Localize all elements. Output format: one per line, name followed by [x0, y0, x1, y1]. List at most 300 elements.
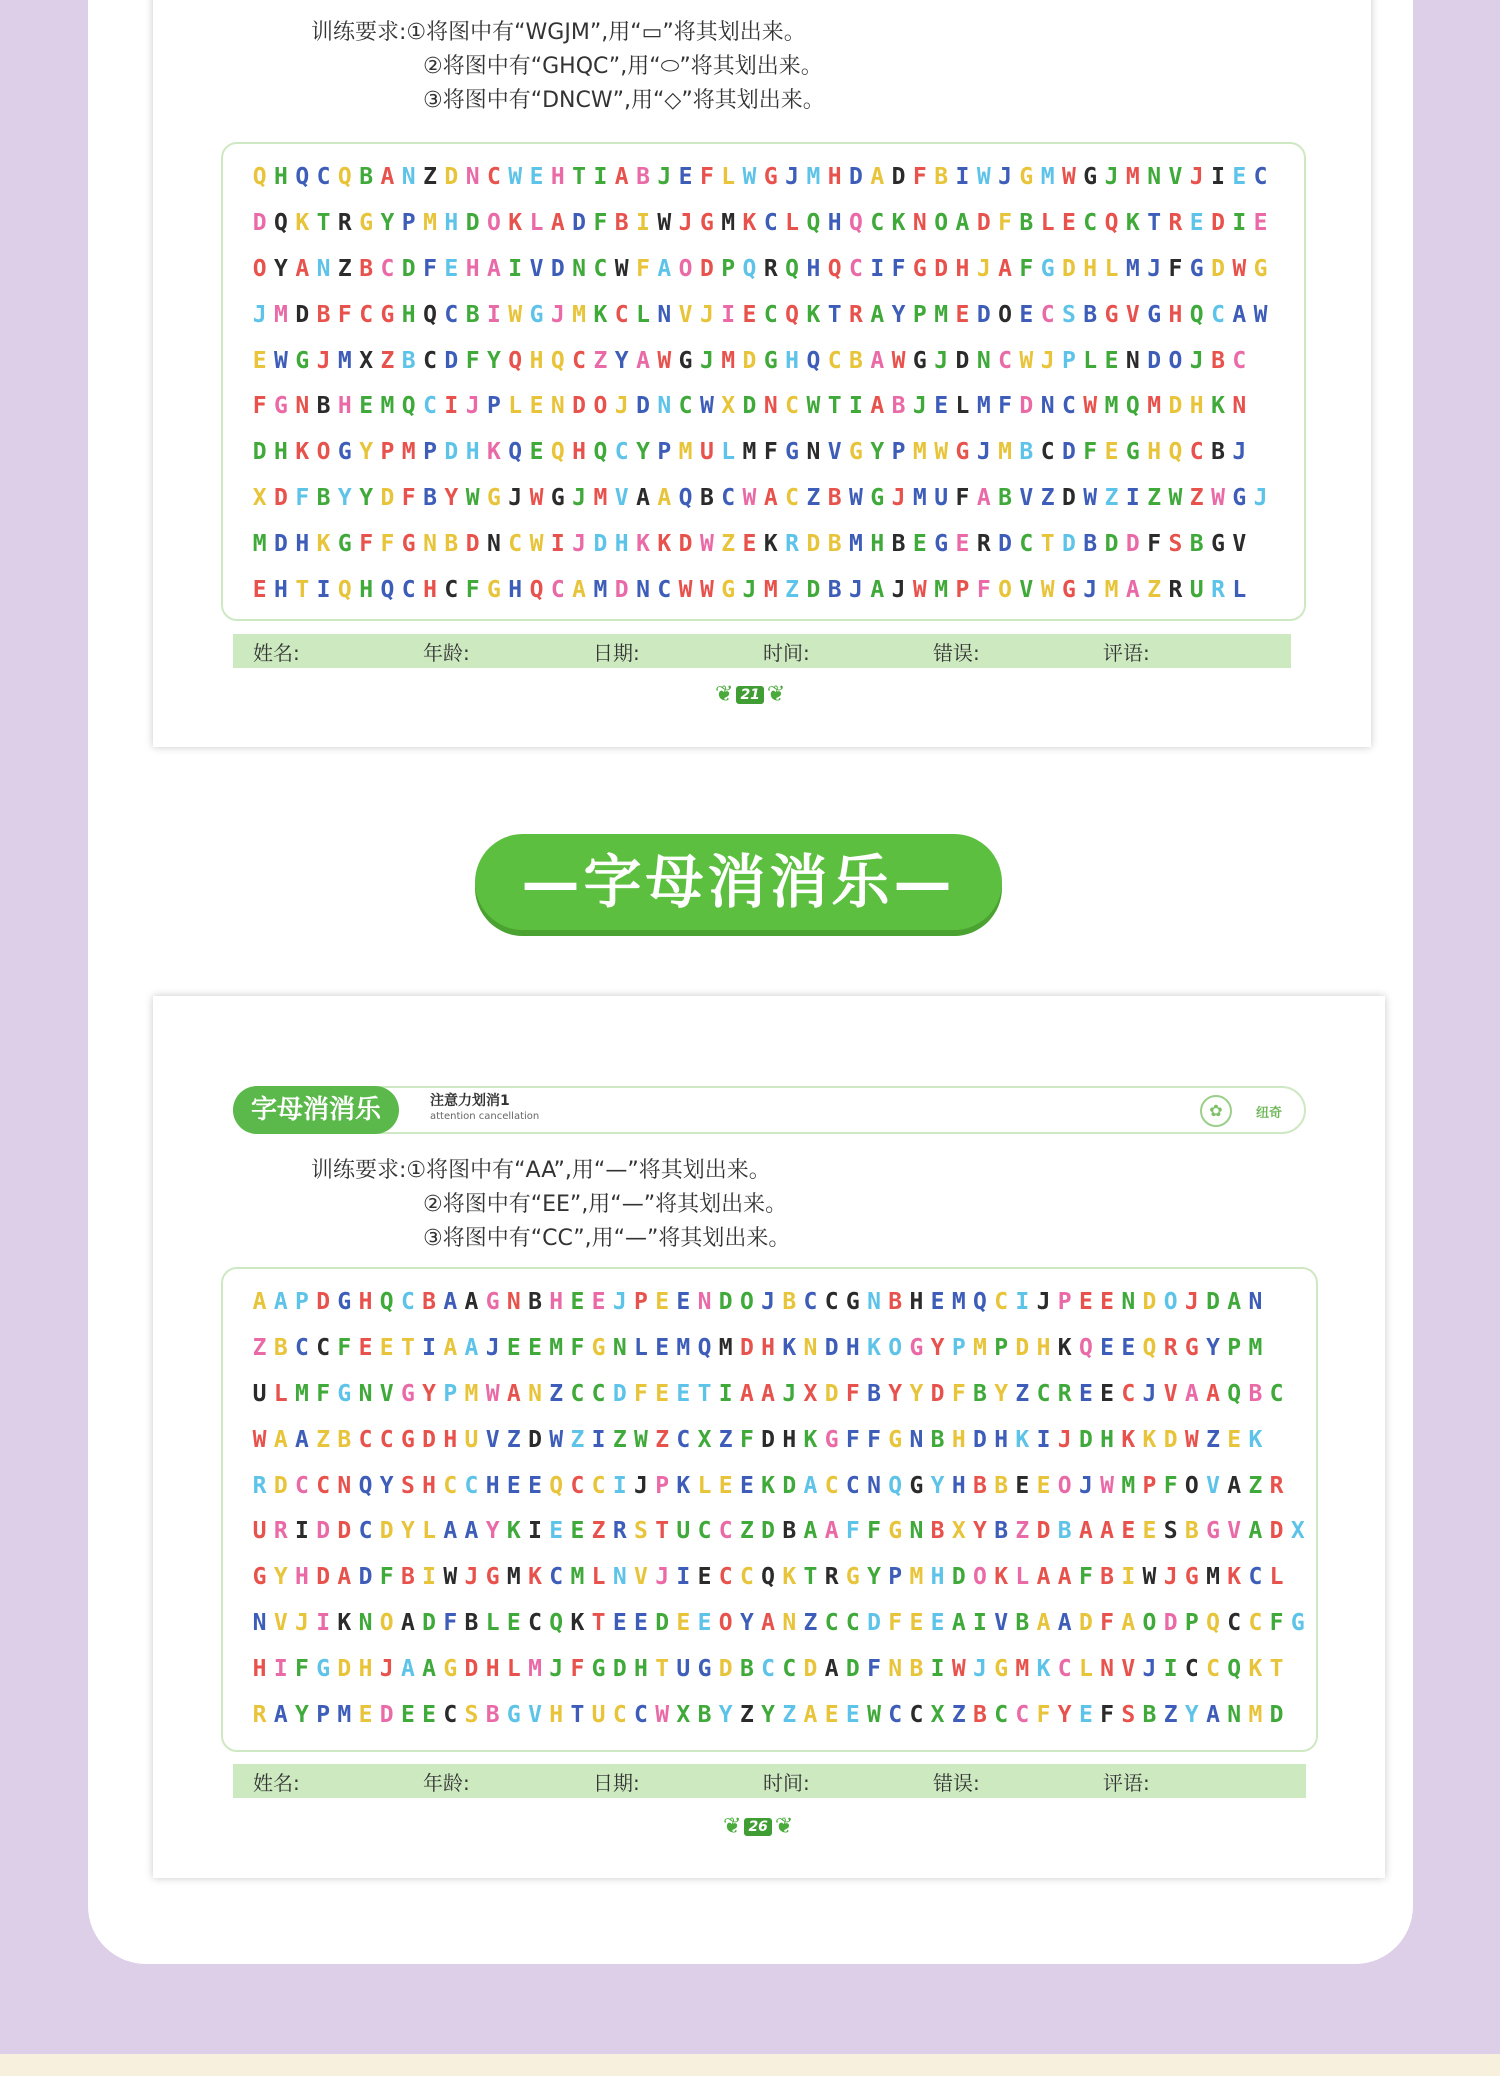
grid-letter: C	[909, 1701, 924, 1728]
grid-letter: H	[337, 393, 352, 420]
grid-letter: H	[508, 576, 523, 603]
grid-letter: D	[1168, 393, 1183, 420]
grid-letter: P	[1057, 1288, 1072, 1315]
grid-letter: I	[1232, 209, 1247, 236]
grid-letter: B	[909, 1656, 924, 1683]
grid-letter: I	[273, 1656, 288, 1683]
grid-letter: B	[359, 163, 374, 190]
grid-letter: C	[443, 1701, 458, 1728]
grid-letter: A	[739, 1380, 754, 1407]
grid-letter: Z	[1147, 485, 1162, 512]
grid-letter: I	[636, 209, 650, 236]
grid-letter: V	[1019, 485, 1034, 512]
grid-letter: F	[998, 393, 1012, 420]
grid-letter: U	[699, 439, 714, 466]
grid-letter: Q	[295, 163, 310, 190]
grid-letter: M	[951, 1288, 966, 1315]
grid-letter: O	[739, 1288, 754, 1315]
grid-letter: N	[1121, 1288, 1136, 1315]
grid-letter: E	[570, 1288, 585, 1315]
grid-letter: E	[912, 531, 927, 558]
grid-letter: D	[380, 485, 395, 512]
grid-letter: J	[572, 485, 587, 512]
grid-letter: J	[1189, 347, 1204, 374]
grid-letter: A	[763, 485, 778, 512]
header-subtitle	[430, 1094, 539, 1124]
grid-letter: X	[803, 1380, 818, 1407]
requirement-line-3: ③将图中有“CC”,用“—”将其划出来。	[423, 1226, 791, 1251]
section-title: —字母消消乐—	[475, 834, 1002, 930]
grid-letter: N	[867, 1288, 881, 1315]
grid-letter: B	[934, 163, 949, 190]
grid-letter: Q	[1168, 439, 1183, 466]
grid-letter: G	[591, 1656, 606, 1683]
grid-letter: C	[614, 301, 629, 328]
grid-letter: R	[1211, 576, 1225, 603]
grid-letter: C	[1036, 1380, 1051, 1407]
grid-letter: J	[849, 576, 863, 603]
grid-letter: V	[994, 1610, 1009, 1637]
grid-letter: Y	[379, 1472, 394, 1499]
grid-letter: C	[718, 1564, 733, 1591]
grid-letter: E	[824, 1701, 839, 1728]
grid-letter: D	[976, 301, 991, 328]
footer-date-label: 日期:	[593, 1770, 640, 1795]
grid-letter: A	[998, 255, 1012, 282]
grid-letter: B	[464, 1610, 479, 1637]
grid-letter: G	[1184, 1334, 1199, 1361]
grid-letter: Q	[1206, 1610, 1220, 1637]
grid-letter: K	[803, 1426, 818, 1453]
grid-letter: J	[464, 1564, 479, 1591]
grid-letter: W	[1100, 1472, 1115, 1499]
grid-letter: P	[951, 1334, 966, 1361]
footer-name-label: 姓名:	[253, 1770, 300, 1795]
grid-letter: F	[699, 163, 714, 190]
grid-letter: J	[976, 255, 991, 282]
grid-letter: O	[1142, 1610, 1157, 1637]
grid-letter: N	[316, 255, 331, 282]
grid-letter: J	[1147, 255, 1162, 282]
grid-letter: B	[614, 209, 629, 236]
grid-letter: P	[912, 301, 927, 328]
grid-letter: Y	[273, 1564, 288, 1591]
grid-letter: H	[423, 576, 437, 603]
grid-letter: Y	[486, 347, 501, 374]
grid-letter: B	[827, 485, 842, 512]
grid-letter: E	[678, 163, 693, 190]
grid-letter: Y	[295, 1701, 309, 1728]
grid-letter: J	[1057, 1426, 1072, 1453]
grid-letter: I	[1211, 163, 1225, 190]
grid-letter: R	[1269, 1472, 1284, 1499]
grid-letter: Y	[739, 1610, 754, 1637]
grid-letter: J	[1036, 1288, 1051, 1315]
grid-letter: C	[1189, 439, 1204, 466]
grid-letter: D	[465, 209, 480, 236]
footer-age-label: 年龄:	[423, 1770, 470, 1795]
grid-letter: E	[570, 1518, 585, 1545]
grid-letter: C	[401, 576, 416, 603]
grid-letter: C	[849, 255, 863, 282]
grid-letter: D	[379, 1518, 394, 1545]
grid-letter: M	[934, 576, 949, 603]
grid-letter: W	[934, 439, 949, 466]
grid-letter: G	[400, 1380, 415, 1407]
grid-letter: H	[485, 1656, 500, 1683]
grid-letter: E	[655, 1380, 670, 1407]
grid-letter: R	[1057, 1380, 1072, 1407]
record-footer	[233, 1764, 1306, 1798]
grid-letter: T	[572, 163, 587, 190]
grid-letter: H	[1036, 1334, 1051, 1361]
grid-letter: W	[1040, 576, 1055, 603]
grid-letter: L	[591, 1564, 606, 1591]
grid-letter: J	[634, 1472, 648, 1499]
grid-letter: L	[721, 163, 736, 190]
grid-letter: N	[528, 1380, 542, 1407]
grid-letter: F	[570, 1656, 585, 1683]
grid-letter: G	[1062, 576, 1076, 603]
grid-letter: K	[657, 531, 672, 558]
grid-letter: B	[1019, 209, 1034, 236]
grid-letter: C	[570, 1380, 585, 1407]
grid-letter: N	[1147, 163, 1162, 190]
grid-letter: D	[678, 531, 693, 558]
grid-letter: C	[824, 1288, 839, 1315]
grid-letter: P	[316, 1701, 331, 1728]
grid-letter: K	[337, 1610, 352, 1637]
grid-letter: A	[870, 576, 885, 603]
grid-letter: P	[657, 439, 672, 466]
grid-letter: K	[506, 1518, 521, 1545]
grid-letter: W	[634, 1426, 648, 1453]
grid-letter: F	[295, 485, 310, 512]
grid-letter: D	[739, 1334, 754, 1361]
grid-letter: W	[657, 209, 672, 236]
grid-letter: J	[912, 393, 927, 420]
grid-letter: G	[550, 485, 565, 512]
grid-letter: L	[1269, 1564, 1284, 1591]
grid-letter: D	[934, 255, 949, 282]
grid-letter: B	[528, 1288, 542, 1315]
grid-letter: D	[1062, 485, 1076, 512]
grid-letter: K	[891, 209, 906, 236]
grid-letter: J	[699, 347, 714, 374]
grid-letter: K	[570, 1610, 585, 1637]
grid-letter: B	[994, 1472, 1009, 1499]
grid-letter: D	[1163, 1426, 1178, 1453]
grid-letter: N	[763, 393, 778, 420]
grid-letter: J	[549, 1656, 564, 1683]
grid-letter: X	[1290, 1518, 1305, 1545]
grid-letter: E	[529, 439, 544, 466]
grid-letter: E	[955, 301, 970, 328]
grid-letter: M	[1015, 1656, 1030, 1683]
grid-letter: F	[845, 1426, 860, 1453]
grid-letter: M	[1125, 163, 1140, 190]
grid-letter: D	[867, 1610, 881, 1637]
grid-letter: G	[849, 439, 863, 466]
grid-letter: W	[549, 1426, 564, 1453]
grid-letter: M	[912, 439, 927, 466]
grid-letter: G	[1184, 1564, 1199, 1591]
grid-letter: X	[951, 1518, 966, 1545]
grid-letter: M	[909, 1564, 924, 1591]
grid-letter: E	[739, 1472, 754, 1499]
grid-letter: D	[718, 1656, 733, 1683]
grid-letter: R	[1168, 209, 1183, 236]
grid-letter: Z	[785, 576, 799, 603]
grid-letter: L	[697, 1472, 712, 1499]
grid-letter: N	[1248, 1288, 1263, 1315]
grid-letter: G	[697, 1656, 712, 1683]
grid-letter: Z	[549, 1380, 564, 1407]
grid-letter: E	[1100, 1288, 1115, 1315]
grid-letter: Z	[1147, 576, 1162, 603]
grid-letter: A	[657, 485, 672, 512]
grid-letter: B	[401, 347, 416, 374]
grid-letter: N	[909, 1426, 924, 1453]
grid-letter: N	[423, 531, 437, 558]
grid-letter: W	[806, 393, 821, 420]
grid-letter: L	[1104, 255, 1119, 282]
grid-letter: F	[998, 209, 1012, 236]
requirement-text: ①将图中有“WGJM”,用“▭”将其划出来。	[406, 20, 806, 45]
grid-letter: D	[464, 1656, 479, 1683]
grid-letter: J	[1142, 1656, 1157, 1683]
grid-letter: O	[593, 393, 608, 420]
grid-letter: O	[252, 255, 267, 282]
grid-letter: J	[655, 1564, 670, 1591]
grid-letter: N	[909, 1518, 924, 1545]
grid-letter: H	[1168, 301, 1183, 328]
grid-letter: I	[870, 255, 885, 282]
grid-letter: Y	[422, 1380, 437, 1407]
grid-letter: C	[295, 1472, 309, 1499]
grid-letter: C	[1206, 1656, 1220, 1683]
grid-letter: C	[763, 209, 778, 236]
grid-letter: V	[379, 1380, 394, 1407]
grid-letter: L	[529, 209, 544, 236]
grid-letter: V	[1125, 301, 1140, 328]
grid-letter: H	[401, 301, 416, 328]
grid-letter: M	[506, 1564, 521, 1591]
grid-letter: D	[316, 1288, 331, 1315]
grid-letter: M	[1040, 163, 1055, 190]
grid-letter: H	[252, 1656, 267, 1683]
grid-letter: B	[782, 1518, 797, 1545]
grid-letter: C	[785, 393, 799, 420]
grid-letter: F	[593, 209, 608, 236]
grid-letter: F	[316, 1380, 331, 1407]
grid-letter: A	[636, 485, 650, 512]
grid-letter: D	[1147, 347, 1162, 374]
grid-letter: G	[1040, 255, 1055, 282]
grid-letter: M	[934, 301, 949, 328]
grid-letter: D	[655, 1610, 670, 1637]
grid-letter: Z	[1104, 485, 1119, 512]
grid-letter: C	[358, 1426, 373, 1453]
grid-letter: J	[1253, 485, 1268, 512]
page-number-value: 21	[736, 686, 763, 704]
grid-letter: A	[380, 163, 395, 190]
grid-letter: D	[1019, 393, 1034, 420]
grid-letter: Z	[806, 485, 821, 512]
grid-letter: C	[782, 1656, 797, 1683]
grid-letter: G	[785, 439, 799, 466]
grid-row	[249, 429, 1304, 475]
vine-ornament-icon: ❦	[766, 682, 786, 707]
grid-letter: T	[1040, 531, 1055, 558]
grid-letter: I	[593, 163, 608, 190]
grid-letter: F	[845, 1380, 860, 1407]
grid-letter: Z	[506, 1426, 521, 1453]
grid-letter: P	[721, 255, 736, 282]
grid-letter: D	[849, 163, 863, 190]
grid-letter: I	[1163, 1656, 1178, 1683]
grid-letter: W	[1142, 1564, 1157, 1591]
grid-letter: A	[400, 1610, 415, 1637]
grid-letter: N	[506, 1288, 521, 1315]
grid-letter: A	[273, 1288, 288, 1315]
grid-letter: D	[1036, 1518, 1051, 1545]
grid-letter: C	[998, 347, 1012, 374]
grid-letter: J	[934, 347, 949, 374]
grid-letter: Z	[423, 163, 437, 190]
grid-letter: C	[508, 531, 523, 558]
grid-letter: E	[1100, 1334, 1115, 1361]
grid-letter: E	[934, 393, 949, 420]
grid-letter: C	[572, 347, 587, 374]
grid-letter: M	[252, 531, 267, 558]
grid-letter: E	[697, 1610, 712, 1637]
grid-letter: R	[1168, 576, 1183, 603]
grid-letter: W	[699, 393, 714, 420]
grid-letter: B	[699, 485, 714, 512]
grid-letter: N	[612, 1564, 627, 1591]
grid-letter: R	[785, 531, 799, 558]
grid-letter: Z	[721, 531, 736, 558]
grid-letter: A	[273, 1426, 288, 1453]
grid-letter: G	[912, 255, 927, 282]
grid-letter: H	[465, 439, 480, 466]
grid-letter: Q	[549, 1472, 564, 1499]
grid-letter: J	[465, 393, 480, 420]
grid-letter: G	[888, 1426, 903, 1453]
grid-letter: E	[506, 1472, 521, 1499]
grid-letter: D	[976, 209, 991, 236]
grid-letter: F	[763, 439, 778, 466]
grid-letter: F	[337, 301, 352, 328]
grid-letter: K	[593, 301, 608, 328]
grid-letter: B	[1019, 439, 1034, 466]
grid-letter: C	[1057, 1656, 1072, 1683]
grid-letter: E	[1078, 1701, 1093, 1728]
grid-letter: W	[508, 301, 523, 328]
grid-letter: B	[1211, 439, 1225, 466]
grid-letter: A	[422, 1656, 437, 1683]
grid-letter: D	[379, 1701, 394, 1728]
grid-letter: O	[1163, 1288, 1178, 1315]
grid-letter: R	[1163, 1334, 1178, 1361]
grid-letter: N	[401, 163, 416, 190]
brand-logo-icon: ✿	[1200, 1095, 1232, 1127]
grid-letter: C	[994, 1288, 1009, 1315]
grid-letter: G	[1253, 255, 1268, 282]
grid-letter: O	[718, 1610, 733, 1637]
grid-letter: Z	[803, 1610, 818, 1637]
requirement-title: 训练要求:	[311, 20, 407, 45]
grid-letter: L	[636, 301, 650, 328]
grid-letter: E	[1142, 1518, 1157, 1545]
grid-letter: V	[1227, 1518, 1242, 1545]
grid-letter: O	[973, 1564, 987, 1591]
grid-letter: V	[528, 1701, 542, 1728]
grid-letter: G	[888, 1518, 903, 1545]
grid-letter: R	[252, 1701, 267, 1728]
grid-letter: T	[1147, 209, 1162, 236]
training-requirements	[311, 1154, 790, 1256]
grid-letter: U	[676, 1518, 691, 1545]
grid-letter: T	[591, 1610, 606, 1637]
grid-letter: C	[824, 1472, 839, 1499]
footer-errors-label: 错误:	[933, 1770, 980, 1795]
grid-letter: G	[1189, 255, 1204, 282]
grid-letter: B	[337, 1426, 352, 1453]
grid-letter: M	[1248, 1701, 1263, 1728]
grid-row	[249, 1508, 1316, 1554]
grid-letter: Z	[718, 1426, 733, 1453]
grid-letter: B	[867, 1380, 881, 1407]
grid-letter: G	[316, 1656, 331, 1683]
grid-letter: F	[1147, 531, 1162, 558]
grid-letter: W	[529, 531, 544, 558]
grid-letter: M	[976, 393, 991, 420]
grid-letter: Q	[1125, 393, 1140, 420]
grid-letter: D	[1206, 1288, 1220, 1315]
grid-letter: G	[909, 1334, 924, 1361]
grid-letter: J	[976, 439, 991, 466]
grid-letter: W	[443, 1564, 458, 1591]
grid-letter: W	[465, 485, 480, 512]
grid-letter: E	[1227, 1426, 1242, 1453]
grid-letter: Z	[1015, 1380, 1030, 1407]
grid-letter: C	[316, 1472, 331, 1499]
footer-date-label: 日期:	[593, 640, 640, 665]
grid-letter: K	[1227, 1564, 1242, 1591]
grid-letter: G	[994, 1656, 1009, 1683]
grid-letter: Q	[785, 255, 799, 282]
grid-letter: E	[549, 1518, 564, 1545]
grid-letter: P	[295, 1288, 309, 1315]
grid-letter: D	[761, 1426, 776, 1453]
grid-letter: D	[955, 347, 970, 374]
grid-letter: K	[761, 1472, 776, 1499]
grid-letter: K	[295, 439, 310, 466]
grid-letter: D	[1269, 1701, 1284, 1728]
grid-letter: M	[1206, 1564, 1220, 1591]
grid-letter: M	[973, 1334, 987, 1361]
grid-letter: H	[274, 576, 288, 603]
grid-letter: K	[1015, 1426, 1030, 1453]
grid-letter: V	[1206, 1472, 1220, 1499]
grid-letter: T	[400, 1334, 415, 1361]
grid-letter: G	[337, 531, 352, 558]
grid-letter: H	[951, 1426, 966, 1453]
vine-ornament-icon: ❦	[715, 682, 734, 707]
grid-letter: Z	[252, 1334, 267, 1361]
